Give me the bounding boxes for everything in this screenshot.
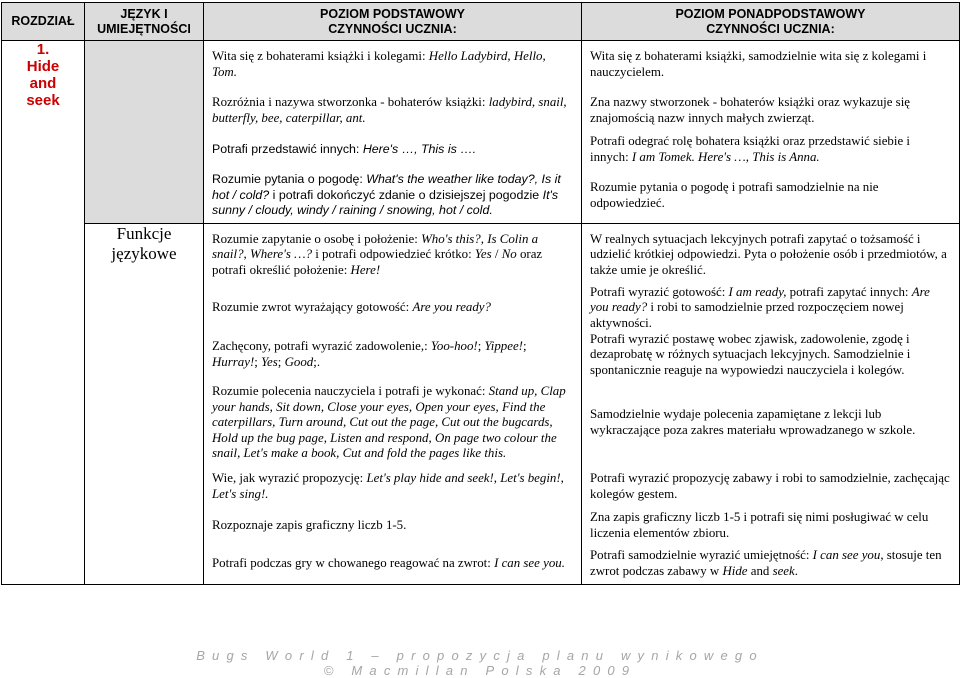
header-basic-level: POZIOM PODSTAWOWY CZYNNOŚCI UCZNIA:	[204, 3, 582, 41]
advanced-lower-item: Potrafi wyrazić postawę wobec zjawisk, zadowolenie, zgodę i dezaprobatę w różnych sytuacjach lekcyjnych. Samodzielnie i spontanicznie reaguje na wypowiedzi nauczyciela i kolegów.	[590, 331, 911, 377]
basic-lower-item: Rozpoznaje zapis graficzny liczb 1-5.	[212, 518, 407, 533]
advanced-lower-item: Samodzielnie wydaje polecenia zapamiętane z lekcji lub wykraczające poza zakres materiału wprowadzanego w szkole.	[590, 407, 916, 437]
basic-lower-item: Wie, jak wyrazić propozycję: Let's play hide and seek!, Let's begin!, Let's sing!.	[212, 471, 564, 501]
advanced-upper-item: Wita się z bohaterami książki, samodzielnie wita się z kolegami i nauczycielem.	[590, 49, 927, 79]
basic-lower-item: Potrafi podczas gry w chowanego reagować na zwrot: I can see you.	[212, 556, 565, 571]
advanced-upper-item: Potrafi odegrać rolę bohatera książki oraz przedstawić siebie i innych: I am Tomek. Here's …, This is Anna.	[590, 134, 910, 164]
basic-lower-item: Rozumie zapytanie o osobę i położenie: Who's this?, Is Colin a snail?, Where's …? i potrafi odpowiedzieć krótko: Yes / No oraz potrafi określić położenie: Here!	[212, 231, 543, 277]
basic-upper-item: Rozumie pytania o pogodę: What's the weather like today?, Is it hot / cold? i potrafi dokończyć zdanie o dzisiejszej pogodzie It's sunny / cloudy, windy / raining / snowing, hot / cold.	[212, 172, 561, 218]
lesson-plan-table	[1, 2, 960, 585]
basic-upper-item: Rozróżnia i nazywa stworzonka - bohaterów książki: ladybird, snail, butterfly, bee, caterpillar, ant.	[212, 94, 567, 125]
advanced-lower-list	[582, 224, 959, 584]
basic-upper-list	[204, 41, 581, 223]
upper-row	[2, 41, 960, 224]
footer-copyright: © Macmillan Polska 2009	[323, 663, 637, 678]
advanced-lower-item: Potrafi wyrazić propozycję zabawy i robi to samodzielnie, zachęcając kolegów gestem.	[590, 471, 950, 501]
header-chapter: ROZDZIAŁ	[2, 3, 85, 41]
lower-row	[2, 224, 960, 585]
basic-lower-item: Rozumie zwrot wyrażający gotowość: Are you ready?	[212, 300, 491, 315]
chapter-cell: 1. Hide and seek	[2, 41, 85, 585]
advanced-lower-item: Potrafi wyrazić gotowość: I am ready, potrafi zapytać innych: Are you ready? i robi to samodzielnie przed rozpoczęciem nowej aktywności.	[590, 284, 930, 330]
basic-upper-item: Potrafi przedstawić innych: Here's …, This is ….	[212, 142, 477, 157]
header-row	[2, 3, 960, 41]
advanced-upper-item: Rozumie pytania o pogodę i potrafi samodzielnie na nie odpowiedzieć.	[590, 179, 879, 210]
advanced-upper-list	[582, 41, 959, 223]
basic-lower-list	[204, 224, 581, 584]
advanced-upper-item: Zna nazwy stworzonek - bohaterów książki oraz wykazuje się znajomością nazw innych małych zwierząt.	[590, 94, 910, 125]
basic-lower-cell	[204, 224, 582, 585]
header-advanced-level: POZIOM PONADPODSTAWOWY CZYNNOŚCI UCZNIA:	[582, 3, 960, 41]
basic-upper-item: Wita się z bohaterami książki i kolegami: Hello Ladybird, Hello, Tom.	[212, 49, 546, 79]
header-skills: JĘZYK I UMIEJĘTNOŚCI	[85, 3, 204, 41]
footer-title: Bugs World 1 – propozycja planu wynikowego	[196, 648, 764, 663]
advanced-lower-item: Potrafi samodzielnie wyrazić umiejętność: I can see you, stosuje ten zwrot podczas zabawy w Hide and seek.	[590, 548, 942, 578]
advanced-lower-item: Zna zapis graficzny liczb 1-5 i potrafi się nimi posługiwać w celu liczenia elementów zbioru.	[590, 510, 929, 540]
basic-upper-cell	[204, 41, 582, 224]
skills-lower-cell: Funkcje językowe	[85, 224, 204, 585]
advanced-lower-cell	[582, 224, 960, 585]
basic-lower-item: Zachęcony, potrafi wyrazić zadowolenie,: Yoo-hoo!; Yippee!; Hurray!; Yes; Good;.	[212, 339, 527, 369]
basic-lower-item: Rozumie polecenia nauczyciela i potrafi je wykonać: Stand up, Clap your hands, Sit down, Close your eyes, Open your eyes, Find the caterpillars, Turn around, Cut out the page, Cut out the bugcards, Hold up the bug page, Listen and respond, On page two colour the snail, Let's make a book, Cut and fold the pages like this.	[212, 384, 566, 461]
advanced-upper-cell	[582, 41, 960, 224]
skills-upper-cell	[85, 41, 204, 224]
advanced-lower-item: W realnych sytuacjach lekcyjnych potrafi zapytać o tożsamość i udzielić krótkiej odpowiedzi. Pyta o położenie osób i przedmiotów, a także umie je określić.	[590, 231, 947, 277]
